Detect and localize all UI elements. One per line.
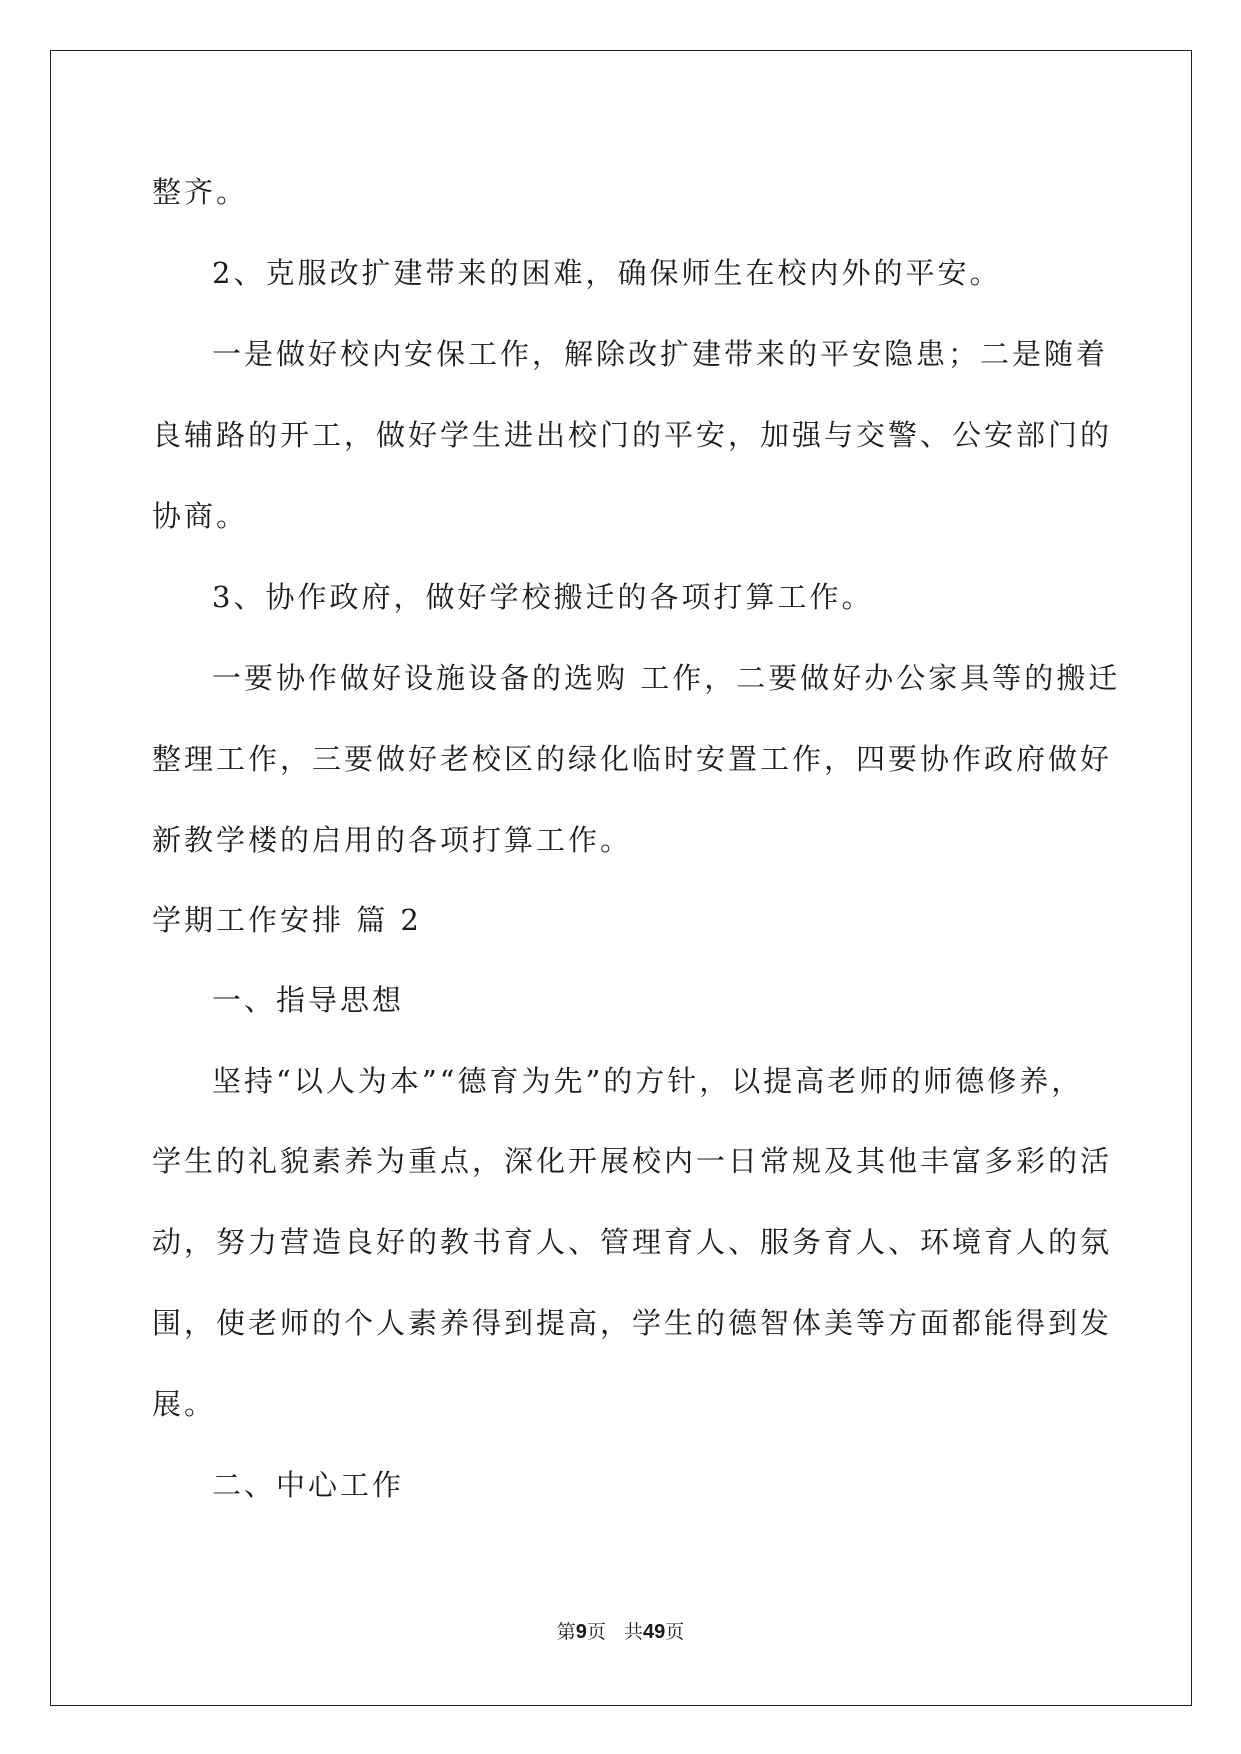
footer-page-unit: 页 — [586, 1621, 606, 1643]
body-text-line: 展。 — [152, 1387, 217, 1421]
body-text-line: 新教学楼的启用的各项打算工作。 — [152, 823, 633, 857]
page-footer — [0, 1620, 1241, 1644]
section-heading-3: 3、协作政府，做好学校搬迁的各项打算工作。 — [212, 580, 874, 614]
page-border — [50, 50, 1192, 1706]
body-text-line: 良辅路的开工，做好学生进出校门的平安，加强与交警、公安部门的 — [152, 418, 1113, 452]
body-text-line: 协商。 — [152, 499, 249, 533]
body-text-line: 一是做好校内安保工作，解除改扩建带来的平安隐患；二是随着 — [212, 337, 1109, 371]
body-text-line: 围，使老师的个人素养得到提高，学生的德智体美等方面都能得到发 — [152, 1306, 1113, 1340]
body-text-line: 整理工作，三要做好老校区的绿化临时安置工作，四要协作政府做好 — [152, 742, 1113, 776]
section-heading-guiding-thought: 一、指导思想 — [212, 983, 405, 1017]
footer-total-prefix: 共 — [624, 1621, 644, 1643]
section-heading-central-work: 二、中心工作 — [212, 1468, 405, 1502]
body-text-line: 整齐。 — [152, 175, 249, 209]
total-page-count: 49 — [643, 1621, 666, 1643]
article-title: 学期工作安排 篇 2 — [152, 903, 422, 937]
current-page-number: 9 — [575, 1621, 587, 1643]
body-text-line: 坚持“以人为本”“德育为先”的方针，以提高老师的师德修养， — [212, 1064, 1084, 1098]
body-text-line: 一要协作做好设施设备的选购 工作，二要做好办公家具等的搬迁 — [212, 661, 1121, 695]
body-text-line: 动，努力营造良好的教书育人、管理育人、服务育人、环境育人的氛 — [152, 1225, 1113, 1259]
footer-total-unit: 页 — [665, 1621, 685, 1643]
body-text-line: 学生的礼貌素养为重点，深化开展校内一日常规及其他丰富多彩的活 — [152, 1144, 1113, 1178]
footer-prefix: 第 — [556, 1621, 576, 1643]
section-heading-2: 2、克服改扩建带来的困难，确保师生在校内外的平安。 — [212, 256, 1002, 290]
